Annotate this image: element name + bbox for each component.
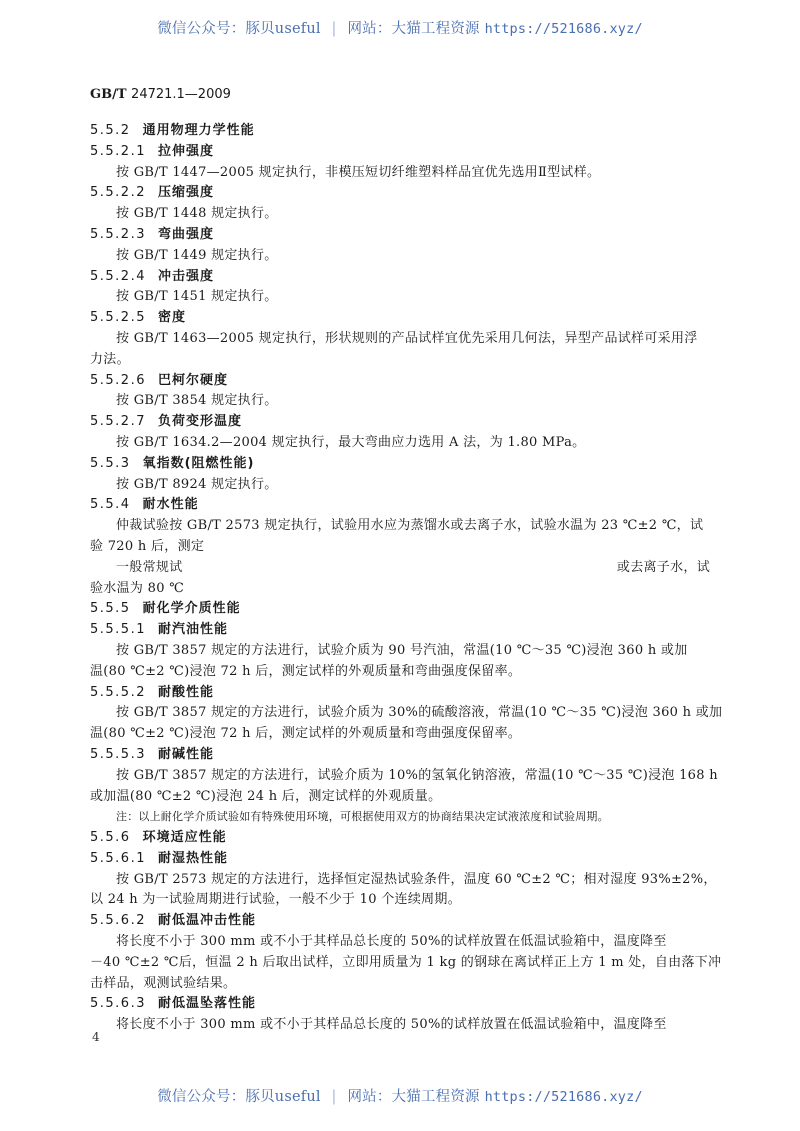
section-title: 拉伸强度 — [157, 143, 214, 159]
section-number: 5.5.5 — [90, 601, 131, 617]
section-number: 5.5.2.3 — [90, 226, 146, 242]
paragraph-line — [90, 558, 710, 579]
watermark-header — [0, 17, 800, 38]
section-title: 耐水性能 — [142, 497, 199, 513]
paragraph-line: 验水温为 80 ℃ — [90, 580, 185, 596]
section-number: 5.5.6.1 — [90, 850, 146, 866]
section-number: 5.5.5.3 — [90, 746, 146, 762]
paragraph-line: 将长度不小于 300 mm 或不小于其样品总长度的 50%的试样放置在低温试验箱中，温度降至 — [116, 1017, 667, 1033]
paragraph-line: －40 ℃±2 ℃后，恒温 2 h 后取出试样，立即用质量为 1 kg 的钢球在离试样正上方 1 m 处，自由落下冲 — [90, 954, 722, 970]
section-title: 通用物理力学性能 — [142, 123, 255, 138]
section-number: 5.5.4 — [90, 497, 131, 513]
section-heading — [90, 911, 710, 932]
section-number: 5.5.2.4 — [90, 268, 146, 284]
section-title: 冲击强度 — [157, 268, 214, 284]
section-title: 耐低温坠落性能 — [157, 996, 256, 1012]
section-heading — [90, 183, 710, 204]
section-title: 巴柯尔硬度 — [157, 372, 228, 388]
section-heading — [90, 994, 710, 1015]
watermark-footer — [0, 1085, 800, 1106]
section-number: 5.5.6 — [90, 830, 131, 846]
standard-number: 24721.1—2009 — [131, 87, 231, 102]
section-heading — [90, 225, 710, 246]
paragraph-line: 击样品，观测试验结果。 — [90, 975, 237, 991]
section-number: 5.5.6.2 — [90, 913, 146, 929]
note-text: 注：以上耐化学介质试验如有特殊使用环境，可根据使用双方的协商结果决定试液浓度和试验周期。 — [116, 810, 609, 824]
section-title: 环境适应性能 — [142, 830, 227, 846]
section-heading — [90, 412, 710, 433]
paragraph-line: 按 GB/T 1448 规定执行。 — [116, 206, 278, 222]
paragraph-line: 按 GB/T 3857 规定的方法进行，试验介质为 30%的硫酸溶液，常温(10 ℃～35 ℃)浸泡 360 h 或加 — [116, 705, 723, 721]
paragraph-line: 按 GB/T 1451 规定执行。 — [116, 289, 278, 305]
section-title: 弯曲强度 — [157, 226, 214, 242]
paragraph-line: 按 GB/T 3857 规定的方法进行，试验介质为 10%的氢氧化钠溶液，常温(10 ℃～35 ℃)浸泡 168 h — [116, 767, 718, 783]
section-title: 耐化学介质性能 — [142, 601, 241, 617]
separator: | — [331, 1089, 337, 1105]
section-heading — [90, 828, 710, 849]
wechat-label: 微信公众号：豚贝useful — [157, 21, 321, 37]
section-number: 5.5.2.1 — [90, 143, 146, 159]
paragraph-line: 按 GB/T 2573 规定的方法进行，选择恒定湿热试验条件，温度 60 ℃±2 ℃；相对湿度 93%±2%， — [116, 871, 717, 887]
section-number: 5.5.2.6 — [90, 372, 146, 388]
paragraph-line: 力法。 — [90, 351, 130, 367]
section-heading — [90, 371, 710, 392]
section-heading — [90, 599, 710, 620]
website-label: 网站：大猫工程资源 — [347, 21, 480, 37]
website-url[interactable]: https://521686.xyz/ — [484, 1089, 643, 1105]
section-title: 氧指数(阻燃性能) — [142, 455, 255, 471]
section-number: 5.5.2 — [90, 123, 131, 138]
paragraph-line: 验 720 h 后，测定 — [90, 538, 205, 554]
section-number: 5.5.2.7 — [90, 414, 146, 430]
website-url[interactable]: https://521686.xyz/ — [484, 21, 643, 37]
section-heading — [90, 308, 710, 329]
section-number: 5.5.2.2 — [90, 185, 146, 201]
section-heading — [90, 121, 710, 142]
paragraph-line: 按 GB/T 1634.2—2004 规定执行，最大弯曲应力选用 A 法，为 1.80 MPa。 — [116, 434, 586, 450]
section-title: 压缩强度 — [157, 185, 214, 201]
paragraph-text-left: 一般常规试 — [116, 559, 183, 575]
paragraph-line: 温(80 ℃±2 ℃)浸泡 72 h 后，测定试样的外观质量和弯曲强度保留率。 — [90, 663, 522, 679]
paragraph-line: 按 GB/T 1463—2005 规定执行，形状规则的产品试样宜优先采用几何法，异型产品试样可采用浮 — [116, 330, 698, 346]
standard-code — [90, 87, 231, 102]
section-title: 耐低温冲击性能 — [157, 913, 256, 929]
website-label: 网站：大猫工程资源 — [347, 1089, 480, 1105]
wechat-label: 微信公众号：豚贝useful — [157, 1089, 321, 1105]
section-title: 耐湿热性能 — [157, 850, 228, 866]
section-heading — [90, 849, 710, 870]
page-number: 4 — [92, 1030, 100, 1044]
section-title: 耐酸性能 — [157, 684, 214, 700]
paragraph-line: 按 GB/T 1447—2005 规定执行，非模压短切纤维塑料样品宜优先选用Ⅱ型试样。 — [116, 164, 601, 180]
section-title: 密度 — [157, 310, 186, 326]
paragraph-line: 按 GB/T 1449 规定执行。 — [116, 247, 278, 263]
section-number: 5.5.5.1 — [90, 622, 146, 638]
section-heading — [90, 745, 710, 766]
section-heading — [90, 454, 710, 475]
section-heading — [90, 620, 710, 641]
standard-prefix: GB/T — [90, 87, 127, 102]
section-number: 5.5.6.3 — [90, 996, 146, 1012]
paragraph-line: 温(80 ℃±2 ℃)浸泡 72 h 后，测定试样的外观质量和弯曲强度保留率。 — [90, 726, 522, 742]
section-number: 5.5.2.5 — [90, 310, 146, 326]
section-number: 5.5.5.2 — [90, 684, 146, 700]
section-heading — [90, 267, 710, 288]
paragraph-line: 按 GB/T 3857 规定的方法进行，试验介质为 90 号汽油，常温(10 ℃～35 ℃)浸泡 360 h 或加 — [116, 642, 688, 658]
section-heading — [90, 683, 710, 704]
section-heading — [90, 142, 710, 163]
paragraph-line: 仲裁试验按 GB/T 2573 规定执行，试验用水应为蒸馏水或去离子水，试验水温为 23 ℃±2 ℃，试 — [116, 518, 704, 534]
separator: | — [331, 21, 337, 37]
document-body — [90, 121, 723, 1036]
section-number: 5.5.3 — [90, 455, 131, 471]
paragraph-line: 按 GB/T 8924 规定执行。 — [116, 476, 278, 492]
paragraph-line: 以 24 h 为一试验周期进行试验，一般不少于 10 个连续周期。 — [90, 892, 462, 908]
section-title: 负荷变形温度 — [157, 414, 242, 430]
section-title: 耐碱性能 — [157, 746, 214, 762]
paragraph-text-right: 或去离子水，试 — [616, 559, 710, 575]
paragraph-line: 或加温(80 ℃±2 ℃)浸泡 24 h 后，测定试样的外观质量。 — [90, 788, 442, 804]
paragraph-line: 将长度不小于 300 mm 或不小于其样品总长度的 50%的试样放置在低温试验箱中，温度降至 — [116, 934, 667, 950]
paragraph-line: 按 GB/T 3854 规定执行。 — [116, 393, 278, 409]
section-heading — [90, 495, 710, 516]
section-title: 耐汽油性能 — [157, 622, 228, 638]
